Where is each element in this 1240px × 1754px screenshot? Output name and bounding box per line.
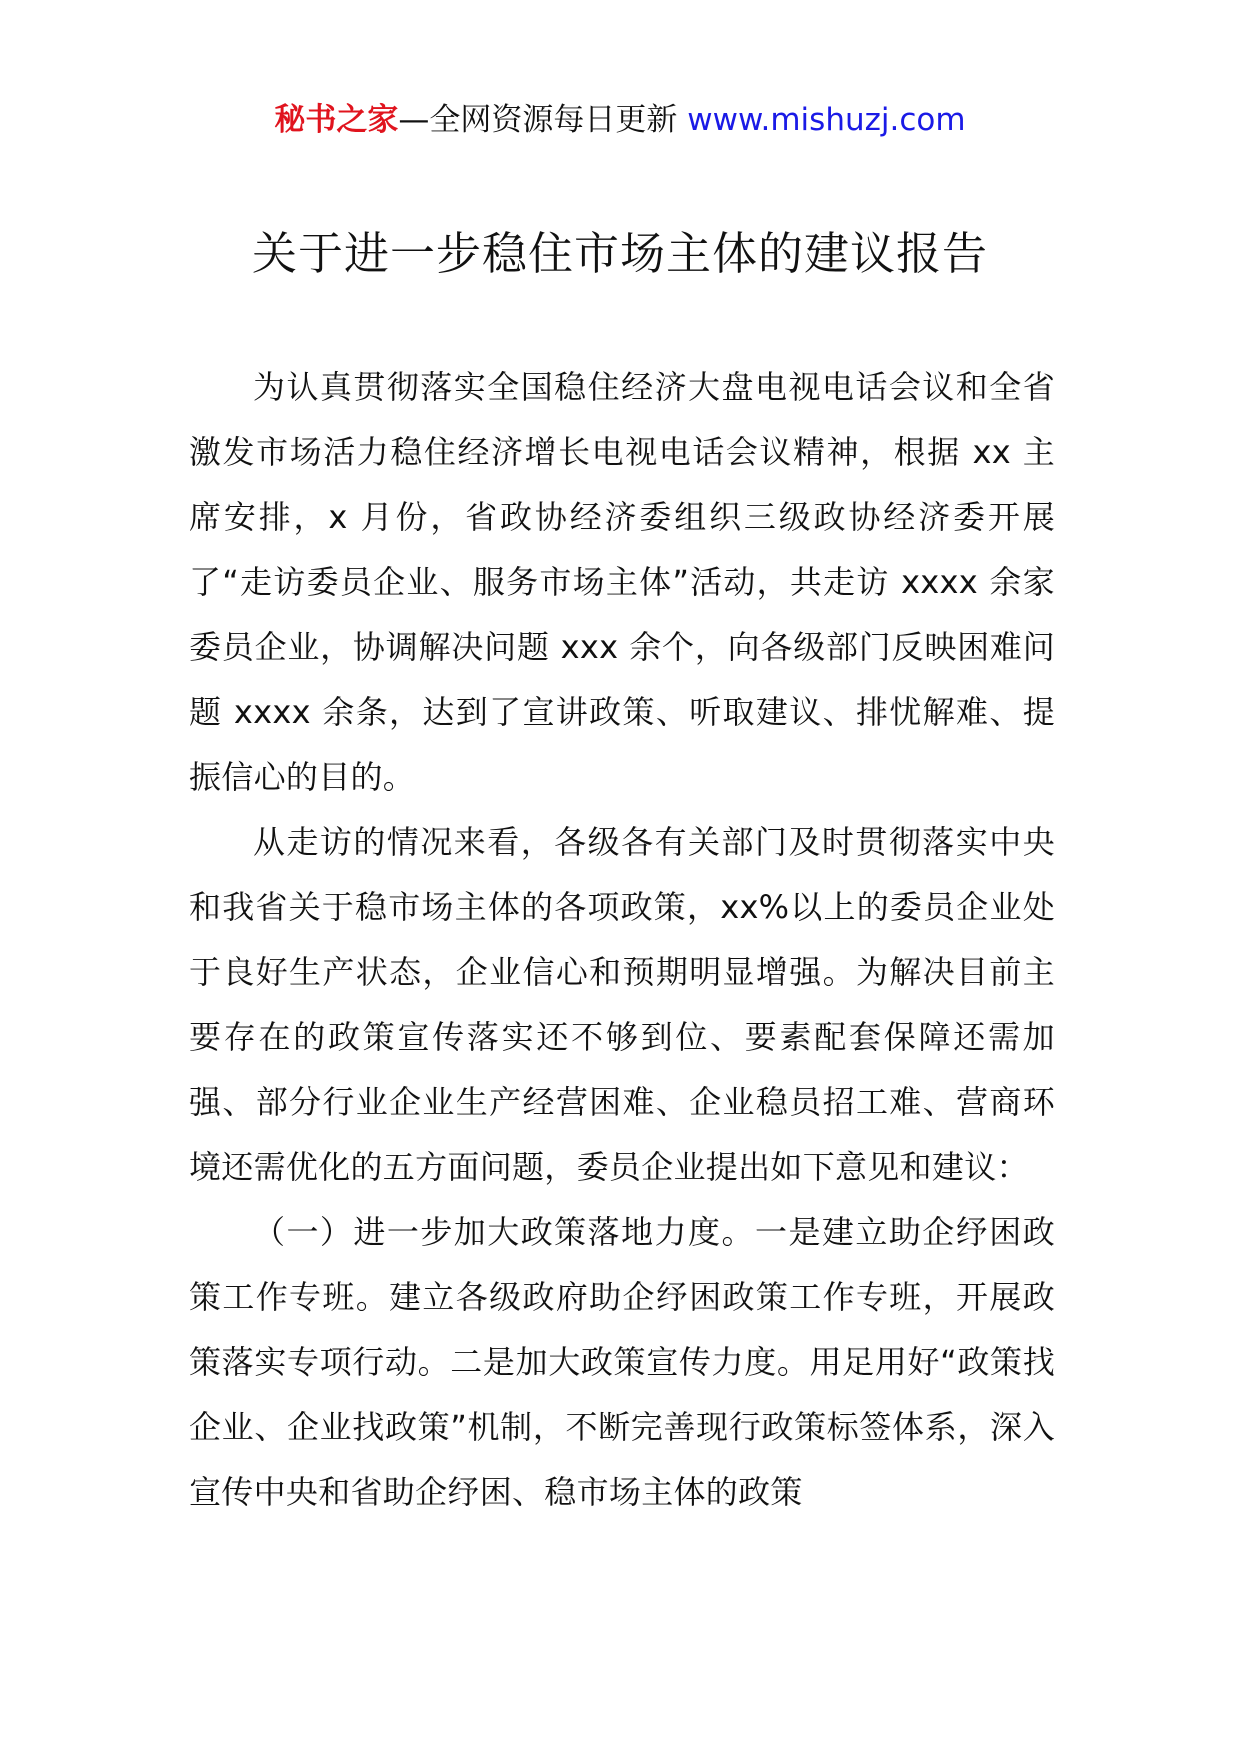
header-slogan: —全网资源每日更新 (398, 102, 678, 138)
body-paragraph: （一）进一步加大政策落地力度。一是建立助企纾困政策工作专班。建立各级政府助企纾困政策工作专班，开展政策落实专项行动。二是加大政策宣传力度。用足用好“政策找企业、企业找政策”机制，不断完善现行政策标签体系，深入宣传中央和省助企纾困、稳市场主体的政策 (189, 1213, 1055, 1511)
document-body (189, 355, 1055, 1525)
brand-name: 秘书之家 (274, 102, 399, 138)
body-paragraph: 从走访的情况来看，各级各有关部门及时贯彻落实中央和我省关于稳市场主体的各项政策，xx%以上的委员企业处于良好生产状态，企业信心和预期明显增强。为解决目前主要存在的政策宣传落实还不够到位、要素配套保障还需加强、部分行业企业生产经营困难、企业稳员招工难、营商环境还需优化的五方面问题，委员企业提出如下意见和建议： (189, 823, 1055, 1186)
site-url-link[interactable]: www.mishuzj.com (687, 102, 966, 138)
page-header (0, 98, 1240, 142)
document-title: 关于进一步稳住市场主体的建议报告 (251, 227, 988, 280)
body-paragraph: 为认真贯彻落实全国稳住经济大盘电视电话会议和全省激发市场活力稳住经济增长电视电话会议精神，根据 xx 主席安排，x 月份，省政协经济委组织三级政协经济委开展了“走访委员企业、服务市场主体”活动，共走访 xxxx 余家委员企业，协调解决问题 xxx 余个，向各级部门反映困难问题 xxxx 余条，达到了宣讲政策、听取建议、排忧解难、提振信心的目的。 (189, 368, 1055, 796)
